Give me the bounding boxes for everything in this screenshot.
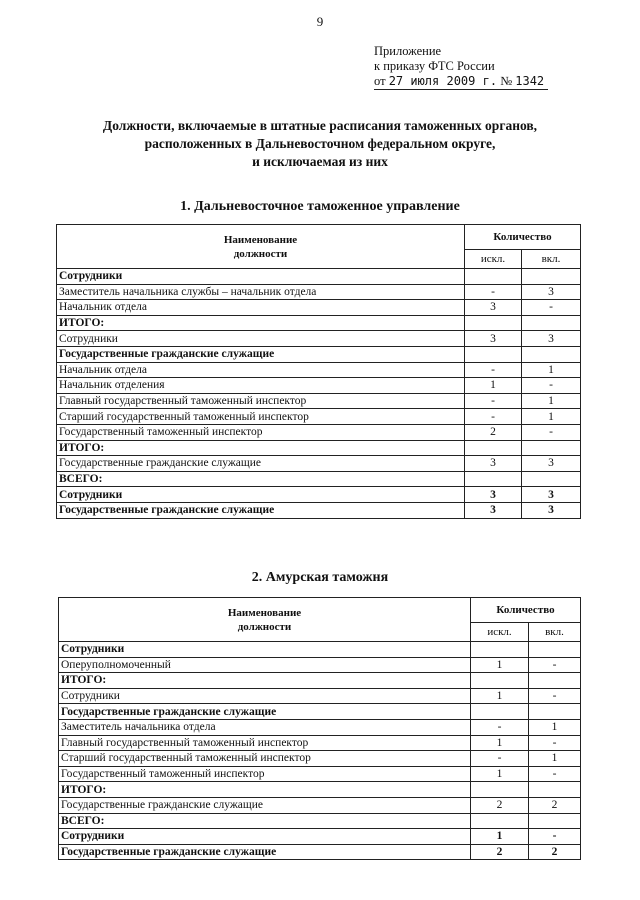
position-name-cell: Сотрудники — [57, 331, 465, 347]
position-name-cell: Государственные гражданские служащие — [59, 704, 471, 720]
appendix-line2: к приказу ФТС России — [374, 59, 495, 73]
table-row — [59, 782, 581, 798]
included-count-cell: - — [529, 766, 581, 782]
included-count-cell — [522, 269, 581, 285]
included-count-cell: 3 — [522, 502, 581, 518]
position-name-cell: Государственные гражданские служащие — [57, 346, 465, 362]
excluded-count-cell: 1 — [471, 688, 529, 704]
included-count-cell — [529, 673, 581, 689]
excluded-count-cell — [471, 642, 529, 658]
excluded-count-cell: - — [465, 284, 522, 300]
included-count-cell: 1 — [529, 751, 581, 767]
position-name-cell: Государственные гражданские служащие — [57, 456, 465, 472]
section1-title: 1. Дальневосточное таможенное управление — [180, 199, 460, 214]
order-number: 1342 — [515, 74, 545, 88]
page-number: 9 — [316, 14, 324, 29]
excluded-count-cell: 3 — [465, 502, 522, 518]
excluded-count-cell — [465, 440, 522, 456]
position-name-cell: Главный государственный таможенный инспектор — [57, 393, 465, 409]
included-count-cell: 1 — [522, 362, 581, 378]
header-name — [57, 225, 465, 269]
excluded-count-cell — [465, 346, 522, 362]
position-name-cell: Сотрудники — [59, 642, 471, 658]
document-title-line2: расположенных в Дальневосточном федеральном округе, — [144, 136, 496, 151]
excluded-count-cell: - — [471, 719, 529, 735]
included-count-cell: 3 — [522, 284, 581, 300]
position-name-cell: Сотрудники — [59, 688, 471, 704]
included-count-cell — [522, 440, 581, 456]
order-date: 27 июля 2009 г. — [388, 74, 498, 88]
position-name-cell: Оперуполномоченный — [59, 657, 471, 673]
excluded-count-cell — [471, 813, 529, 829]
section2-table — [58, 597, 581, 860]
header-name-line1: Наименование — [223, 233, 298, 246]
excluded-count-cell — [465, 269, 522, 285]
table-row — [57, 346, 581, 362]
included-count-cell: 3 — [522, 331, 581, 347]
position-name-cell: Начальник отдела — [57, 362, 465, 378]
header-name-line1: Наименование — [227, 606, 302, 619]
excluded-count-cell: 2 — [471, 797, 529, 813]
table-row — [57, 471, 581, 487]
position-name-cell: Начальник отдела — [57, 300, 465, 316]
table-row — [59, 797, 581, 813]
position-name-cell: ВСЕГО: — [57, 471, 465, 487]
included-count-cell: - — [529, 735, 581, 751]
table-row — [59, 642, 581, 658]
table-row — [59, 766, 581, 782]
excluded-count-cell: 1 — [471, 735, 529, 751]
position-name-cell: ИТОГО: — [57, 315, 465, 331]
included-count-cell — [529, 704, 581, 720]
excluded-count-cell: - — [471, 751, 529, 767]
appendix-block — [374, 44, 548, 90]
header-incl: вкл. — [529, 623, 581, 642]
excluded-count-cell: 2 — [465, 424, 522, 440]
excluded-count-cell: 1 — [471, 766, 529, 782]
included-count-cell: 1 — [529, 719, 581, 735]
table-row — [59, 829, 581, 845]
document-title-line1: Должности, включаемые в штатные расписания таможенных органов, — [102, 118, 538, 133]
included-count-cell — [529, 642, 581, 658]
included-count-cell: - — [529, 829, 581, 845]
excluded-count-cell — [471, 782, 529, 798]
table-row — [57, 315, 581, 331]
table-row — [59, 735, 581, 751]
table-row — [57, 487, 581, 503]
table-row — [57, 378, 581, 394]
position-name-cell: Старший государственный таможенный инспектор — [59, 751, 471, 767]
table-row — [57, 362, 581, 378]
excluded-count-cell: - — [465, 362, 522, 378]
table-row — [59, 704, 581, 720]
position-name-cell: ИТОГО: — [57, 440, 465, 456]
included-count-cell: 1 — [522, 393, 581, 409]
included-count-cell — [529, 813, 581, 829]
position-name-cell: Заместитель начальника службы – начальник отдела — [57, 284, 465, 300]
section1-rows — [57, 269, 581, 519]
appendix-line3 — [374, 74, 548, 90]
excluded-count-cell: 3 — [465, 300, 522, 316]
document-title-line3: и исключаемая из них — [252, 154, 388, 169]
included-count-cell: - — [529, 688, 581, 704]
appendix-line1: Приложение — [374, 44, 442, 58]
position-name-cell: ИТОГО: — [59, 782, 471, 798]
position-name-cell: Начальник отделения — [57, 378, 465, 394]
included-count-cell: - — [522, 378, 581, 394]
section2-rows — [59, 642, 581, 860]
table-row — [57, 456, 581, 472]
table-row — [59, 844, 581, 860]
position-name-cell: Сотрудники — [57, 487, 465, 503]
excluded-count-cell: 3 — [465, 331, 522, 347]
section1-table — [56, 224, 581, 519]
table-row — [59, 657, 581, 673]
included-count-cell: - — [522, 424, 581, 440]
table-row — [59, 688, 581, 704]
position-name-cell: ВСЕГО: — [59, 813, 471, 829]
included-count-cell — [522, 315, 581, 331]
excluded-count-cell: 1 — [471, 829, 529, 845]
excluded-count-cell — [465, 315, 522, 331]
table-row — [57, 300, 581, 316]
position-name-cell: Старший государственный таможенный инспектор — [57, 409, 465, 425]
table-row — [57, 393, 581, 409]
table-row — [59, 673, 581, 689]
appendix-from-label: от — [374, 74, 386, 88]
header-name-line2: должности — [237, 620, 292, 633]
position-name-cell: Государственные гражданские служащие — [59, 844, 471, 860]
header-quantity: Количество — [471, 598, 581, 623]
position-name-cell: Сотрудники — [59, 829, 471, 845]
table-row — [57, 502, 581, 518]
position-name-cell: Государственные гражданские служащие — [59, 797, 471, 813]
excluded-count-cell: 1 — [471, 657, 529, 673]
included-count-cell: - — [522, 300, 581, 316]
included-count-cell: - — [529, 657, 581, 673]
position-name-cell: Заместитель начальника отдела — [59, 719, 471, 735]
included-count-cell: 2 — [529, 844, 581, 860]
included-count-cell: 1 — [522, 409, 581, 425]
position-name-cell: Государственный таможенный инспектор — [57, 424, 465, 440]
header-excl: искл. — [471, 623, 529, 642]
included-count-cell: 3 — [522, 487, 581, 503]
table-row — [57, 409, 581, 425]
included-count-cell — [522, 346, 581, 362]
position-name-cell: Главный государственный таможенный инспектор — [59, 735, 471, 751]
position-name-cell: ИТОГО: — [59, 673, 471, 689]
excluded-count-cell: 3 — [465, 456, 522, 472]
table-row — [57, 424, 581, 440]
header-name-line2: должности — [233, 247, 288, 260]
order-number-label: № — [500, 74, 513, 88]
excluded-count-cell — [471, 673, 529, 689]
table-row — [59, 719, 581, 735]
excluded-count-cell — [471, 704, 529, 720]
excluded-count-cell — [465, 471, 522, 487]
header-quantity: Количество — [465, 225, 581, 250]
position-name-cell: Сотрудники — [57, 269, 465, 285]
table-row — [59, 751, 581, 767]
excluded-count-cell: 3 — [465, 487, 522, 503]
header-incl: вкл. — [522, 250, 581, 269]
excluded-count-cell: - — [465, 409, 522, 425]
table-row — [57, 440, 581, 456]
excluded-count-cell: - — [465, 393, 522, 409]
included-count-cell — [529, 782, 581, 798]
header-name — [59, 598, 471, 642]
position-name-cell: Государственные гражданские служащие — [57, 502, 465, 518]
document-title — [40, 117, 600, 171]
table-row — [57, 269, 581, 285]
section2-title: 2. Амурская таможня — [251, 570, 389, 585]
excluded-count-cell: 1 — [465, 378, 522, 394]
included-count-cell: 2 — [529, 797, 581, 813]
table-row — [57, 331, 581, 347]
position-name-cell: Государственный таможенный инспектор — [59, 766, 471, 782]
included-count-cell: 3 — [522, 456, 581, 472]
table-row — [57, 284, 581, 300]
excluded-count-cell: 2 — [471, 844, 529, 860]
table-row — [59, 813, 581, 829]
header-excl: искл. — [465, 250, 522, 269]
included-count-cell — [522, 471, 581, 487]
